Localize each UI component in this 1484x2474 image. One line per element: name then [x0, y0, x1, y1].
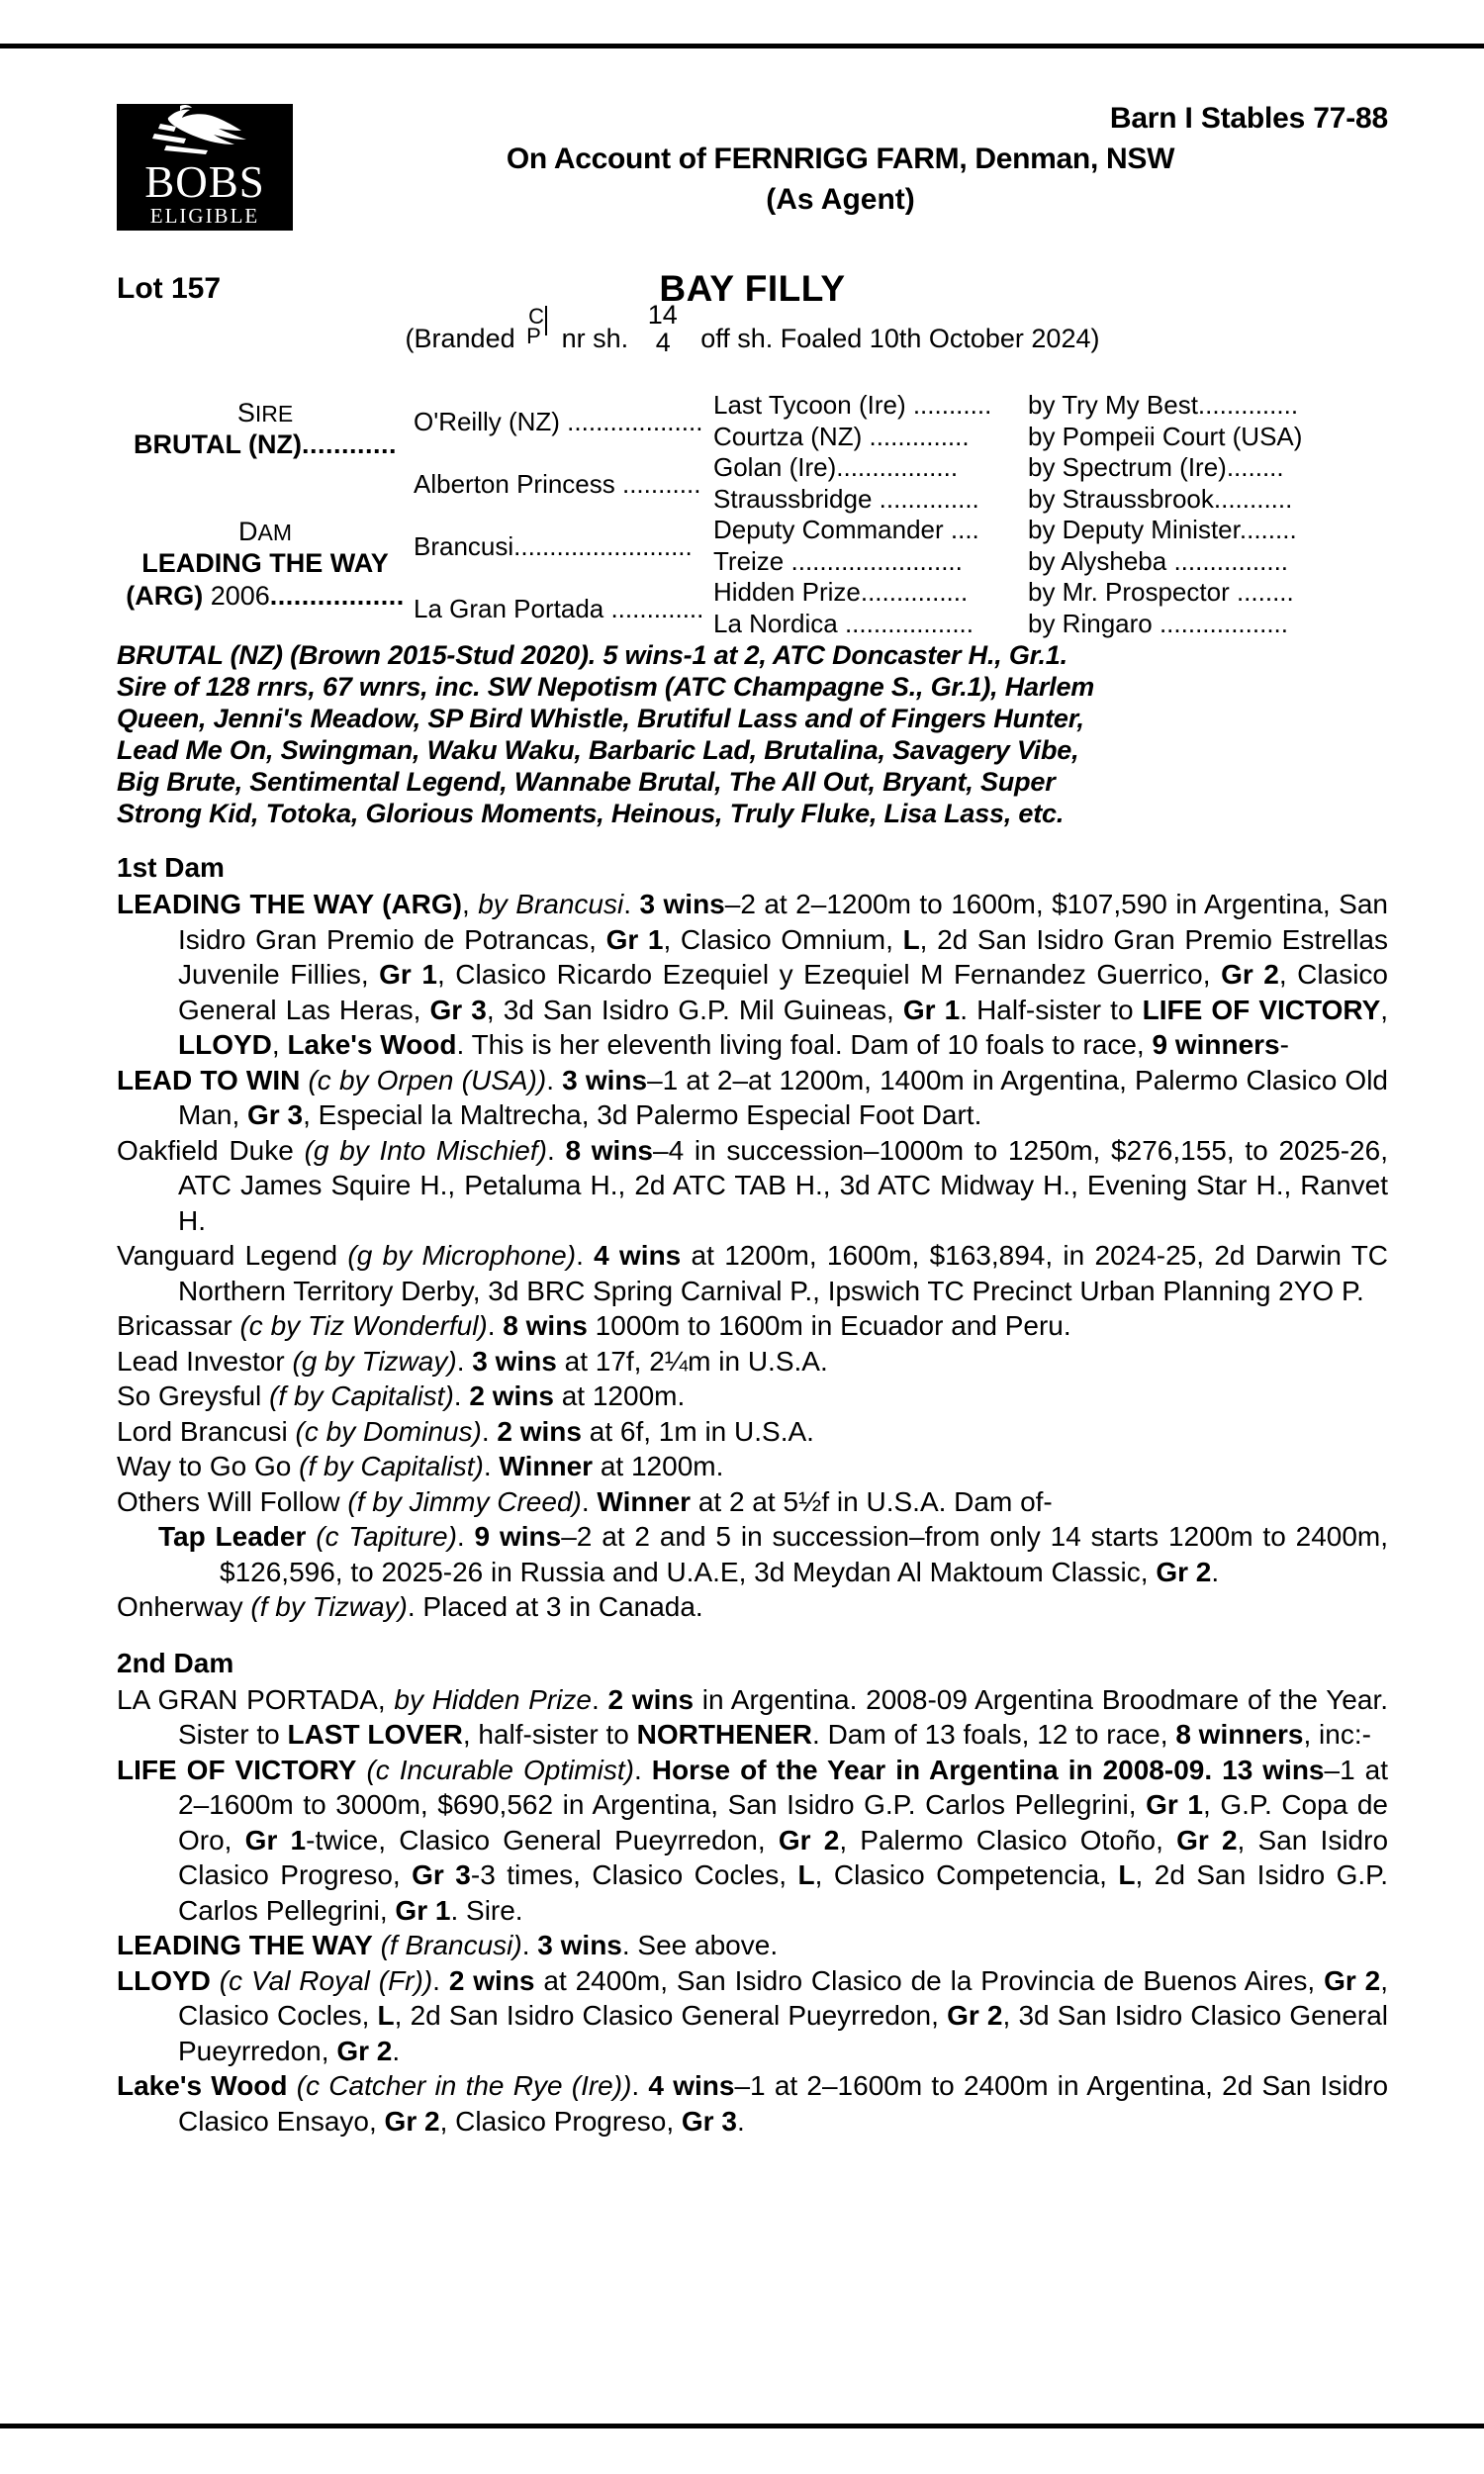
brand-mark-icon: [526, 304, 552, 348]
fourth-generation-row: by Spectrum (Ire)........: [1028, 452, 1284, 482]
fourth-generation-row: by Pompeii Court (USA): [1028, 421, 1303, 451]
progeny-parentage: (f by Tizway): [250, 1591, 408, 1622]
second-dam-heading: 2nd Dam: [117, 1647, 234, 1678]
progeny-parentage: (g by Microphone): [347, 1240, 577, 1271]
second-dam-sire-ref: by Hidden Prize: [394, 1683, 592, 1715]
grandparent-row: O'Reilly (NZ) ...................: [414, 407, 703, 436]
progeny-parentage: (f by Capitalist): [299, 1451, 484, 1481]
list-item: Bricassar (c by Tiz Wonderful). 8 wins 1000m to 1600m in Ecuador and Peru.: [117, 1310, 1071, 1341]
progeny-name: Onherway: [117, 1591, 243, 1622]
sire-summary-line: Big Brute, Sentimental Legend, Wannabe Brutal, The All Out, Bryant, Super: [117, 767, 1056, 797]
great-grandparent-row: Golan (Ire).................: [713, 452, 959, 482]
progeny-name: Tap Leader: [158, 1521, 307, 1552]
progeny-name: Lake's Wood: [117, 2070, 288, 2101]
brand-mark-bar: [545, 306, 547, 335]
sire-summary-line: Sire of 128 rnrs, 67 wnrs, inc. SW Nepotism (ATC Champagne S., Gr.1), Harlem: [117, 672, 1095, 702]
great-grandparent-row: Courtza (NZ) ..............: [713, 421, 970, 451]
progeny-name: LEAD TO WIN: [117, 1064, 301, 1095]
brand-number-top: 14: [647, 300, 678, 330]
logo-eligible-text: ELIGIBLE: [149, 204, 260, 228]
progeny-parentage: (c Incurable Optimist): [366, 1754, 634, 1785]
fourth-generation-row: by Try My Best..............: [1028, 390, 1299, 420]
progeny-parentage: (c by Orpen (USA)): [308, 1064, 547, 1095]
barn-stables-line: Barn I Stables 77-88: [1109, 102, 1388, 135]
list-item: Vanguard Legend (g by Microphone). 4 wins at 1200m, 1600m, $163,894, in 2024-25, 2d Darwin TC Northern Territory Derby, 3d BRC Spring Carnival P., Ipswich TC Precinct Urban Planning 2YO P.: [117, 1240, 1389, 1306]
pedigree-dam-block: [117, 517, 414, 613]
great-grandparent-row: Last Tycoon (Ire) ...........: [713, 390, 992, 420]
second-dam-progeny-list: [117, 1753, 1388, 2140]
list-item: Oakfield Duke (g by Into Mischief). 8 wins–4 in succession–1000m to 1250m, $276,155, to 2025-26, ATC James Squire H., Petaluma H., 2d ATC TAB H., 3d ATC Midway H., Evening Star H., Ranvet H.: [117, 1134, 1388, 1236]
list-item: LEADING THE WAY (f Brancusi). 3 wins. See above.: [117, 1930, 779, 1960]
page-header: [117, 79, 1388, 267]
progeny-name: Oakfield Duke: [117, 1134, 294, 1166]
progeny-parentage: (g by Tizway): [292, 1345, 457, 1377]
fourth-generation-row: by Alysheba ................: [1028, 545, 1289, 576]
brand-number-stack: [642, 300, 688, 357]
dam-name-line1: LEADING THE WAY: [141, 548, 389, 578]
progeny-parentage: (g by Into Mischief): [304, 1134, 547, 1166]
progeny-parentage: (c Catcher in the Rye (Ire)): [296, 2070, 632, 2101]
progeny-parentage: (c by Tiz Wonderful): [239, 1310, 488, 1341]
logo-bobs-text: BOBS: [144, 157, 265, 207]
fourth-generation-row: by Ringaro ..................: [1028, 608, 1288, 638]
sire-label: SIRE: [236, 398, 294, 428]
pedigree-sire-block: [117, 398, 414, 461]
progeny-name: So Greysful: [117, 1380, 262, 1411]
list-item: Lead Investor (g by Tizway). 3 wins at 17f, 2¼m in U.S.A.: [117, 1345, 828, 1377]
brand-suffix-text: off sh. Foaled 10th October 2024): [700, 324, 1100, 353]
sire-summary-line: Strong Kid, Totoka, Glorious Moments, Heinous, Truly Fluke, Lisa Lass, etc.: [117, 799, 1065, 828]
great-grandparent-row: Straussbridge ..............: [713, 483, 979, 514]
progeny-name: LIFE OF VICTORY: [117, 1754, 357, 1785]
first-dam-heading: 1st Dam: [117, 852, 225, 883]
progeny-parentage: (f by Jimmy Creed): [347, 1485, 582, 1517]
progeny-parentage: (c by Dominus): [295, 1415, 482, 1447]
grandparent-row: La Gran Portada .............: [414, 594, 704, 623]
sire-name: BRUTAL (NZ)............: [134, 429, 397, 459]
first-dam-main-entry: LEADING THE WAY (ARG), by Brancusi. 3 wins–2 at 2–1200m to 1600m, $107,590 in Argentina, San Isidro Gran Premio de Potrancas, Gr 1, Clasico Omnium, L, 2d San Isidro Gran Premio Estrellas Juvenile Fillies, Gr 1, Clasico Ricardo Ezequiel y Ezequiel M Fernandez Guerrico, Gr 2, Clasico General Las Heras, Gr 3, 3d San Isidro G.P. Mil Guineas, Gr 1. Half-sister to LIFE OF VICTORY, LLOYD, Lake's Wood. This is her eleventh living foal. Dam of 10 foals to race, 9 winners-: [117, 889, 1389, 1060]
first-dam-sire-ref: by Brancusi: [478, 889, 624, 919]
great-grandparent-row: Treize ........................: [713, 545, 963, 576]
grandparent-row: Brancusi.........................: [414, 531, 693, 561]
progeny-name: LLOYD: [117, 1964, 211, 1996]
brand-nearside-text: nr sh.: [561, 324, 629, 353]
list-item: Others Will Follow (f by Jimmy Creed). Winner at 2 at 5½f in U.S.A. Dam of-: [117, 1485, 1053, 1517]
progeny-parentage: (f Brancusi): [380, 1930, 522, 1960]
first-dam-name: LEADING THE WAY (ARG): [117, 889, 462, 919]
great-grandparent-row: Hidden Prize...............: [713, 577, 969, 607]
pedigree-fourth-generation-column: [1028, 380, 1388, 639]
progeny-name: Bricassar: [117, 1310, 232, 1341]
list-item: Lord Brancusi (c by Dominus). 2 wins at 6f, 1m in U.S.A.: [117, 1415, 814, 1447]
list-item: Onherway (f by Tizway). Placed at 3 in Canada.: [117, 1591, 703, 1622]
page-top-rule: [0, 44, 1484, 48]
sire-summary-line: Queen, Jenni's Meadow, SP Bird Whistle, Brutiful Lass and of Fingers Hunter,: [117, 704, 1084, 733]
lot-number: Lot 157: [117, 272, 222, 305]
list-item: Lake's Wood (c Catcher in the Rye (Ire)). 4 wins–1 at 2–1600m to 2400m in Argentina, 2d San Isidro Clasico Ensayo, Gr 2, Clasico Progreso, Gr 3.: [117, 2070, 1389, 2137]
dam-label: DAM: [238, 517, 292, 546]
brand-mark-bottom: P: [526, 324, 541, 348]
fourth-generation-row: by Mr. Prospector ........: [1028, 577, 1294, 607]
dam-name-line2: (ARG) 2006.................: [126, 581, 405, 611]
great-grandparent-row: Deputy Commander ....: [713, 515, 979, 544]
list-item: Tap Leader (c Tapiture). 9 wins–2 at 2 and 5 in succession–from only 14 starts 1200m to 2400m, $126,596, to 2025-26 in Russia and U.A.E, 3d Meydan Al Maktoum Classic, Gr 2.: [158, 1521, 1389, 1587]
lot-title-row: [117, 267, 1388, 319]
list-item: So Greysful (f by Capitalist). 2 wins at 1200m.: [117, 1380, 686, 1411]
horse-head-icon: [117, 104, 293, 159]
page-title: BAY FILLY: [659, 268, 846, 309]
progeny-parentage: (c Tapiture): [316, 1521, 457, 1552]
pedigree-table: [117, 380, 1388, 638]
grandparent-row: Alberton Princess ...........: [414, 469, 701, 499]
sire-summary-line: BRUTAL (NZ) (Brown 2015-Stud 2020). 5 wins-1 at 2, ATC Doncaster H., Gr.1.: [117, 640, 1067, 670]
progeny-parentage: (c Val Royal (Fr)): [219, 1964, 433, 1996]
header-text-block: [293, 99, 1388, 220]
list-item: LIFE OF VICTORY (c Incurable Optimist). Horse of the Year in Argentina in 2008-09. 13 wins–1 at 2–1600m to 3000m, $690,562 in Argentina, San Isidro G.P. Carlos Pellegrini, Gr 1, G.P. Copa de Oro, Gr 1-twice, Clasico General Pueyrredon, Gr 2, Palermo Clasico Otoño, Gr 2, San Isidro Clasico Progreso, Gr 3-3 times, Clasico Cocles, L, Clasico Competencia, L, 2d San Isidro G.P. Carlos Pellegrini, Gr 1. Sire.: [117, 1754, 1389, 1926]
list-item: LEAD TO WIN (c by Orpen (USA)). 3 wins–1 at 2–at 1200m, 1400m in Argentina, Palermo Clasico Old Man, Gr 3, Especial la Maltrecha, 3d Palermo Especial Foot Dart.: [117, 1064, 1388, 1130]
page-bottom-rule: [0, 2424, 1484, 2428]
progeny-name: Way to Go Go: [117, 1451, 292, 1481]
progeny-name: Others Will Follow: [117, 1485, 340, 1517]
brand-number-bottom: 4: [655, 328, 671, 357]
fourth-generation-row: by Deputy Minister........: [1028, 515, 1297, 544]
sire-summary-line: Lead Me On, Swingman, Waku Waku, Barbaric Lad, Brutalina, Savagery Vibe,: [117, 735, 1079, 765]
brand-mark-top: C: [528, 304, 545, 329]
brand-prefix-text: (Branded: [405, 324, 515, 353]
bobs-eligible-logo: [117, 104, 293, 231]
progeny-name: Vanguard Legend: [117, 1240, 338, 1271]
list-item: LLOYD (c Val Royal (Fr)). 2 wins at 2400m, San Isidro Clasico de la Provincia de Buenos Aires, Gr 2, Clasico Cocles, L, 2d San Isidro Clasico General Pueyrredon, Gr 2, 3d San Isidro Clasico General Pueyrredon, Gr 2.: [117, 1964, 1389, 2066]
second-dam-name: LA GRAN PORTADA: [117, 1683, 378, 1715]
progeny-name: Lead Investor: [117, 1345, 285, 1377]
list-item: Way to Go Go (f by Capitalist). Winner at 1200m.: [117, 1451, 724, 1481]
page-content: [117, 79, 1388, 2139]
progeny-name: LEADING THE WAY: [117, 1930, 373, 1960]
first-dam-progeny-list: [117, 1063, 1388, 1625]
progeny-name: Lord Brancusi: [117, 1415, 288, 1447]
sire-summary-paragraph: [117, 639, 1388, 829]
progeny-parentage: (f by Capitalist): [269, 1380, 454, 1411]
great-grandparent-row: La Nordica ..................: [713, 608, 974, 638]
pedigree-great-grandparents-column: [713, 380, 1048, 639]
account-of-line: On Account of FERNRIGG FARM, Denman, NSW: [506, 143, 1175, 175]
as-agent-line: (As Agent): [766, 183, 915, 216]
branding-foaled-line: [117, 300, 1388, 370]
second-dam-main-entry: LA GRAN PORTADA, by Hidden Prize. 2 wins in Argentina. 2008-09 Argentina Broodmare of the Year. Sister to LAST LOVER, half-sister to NORTHENER. Dam of 13 foals, 12 to race, 8 winners, inc:-: [117, 1683, 1389, 1750]
fourth-generation-row: by Straussbrook...........: [1028, 483, 1293, 514]
